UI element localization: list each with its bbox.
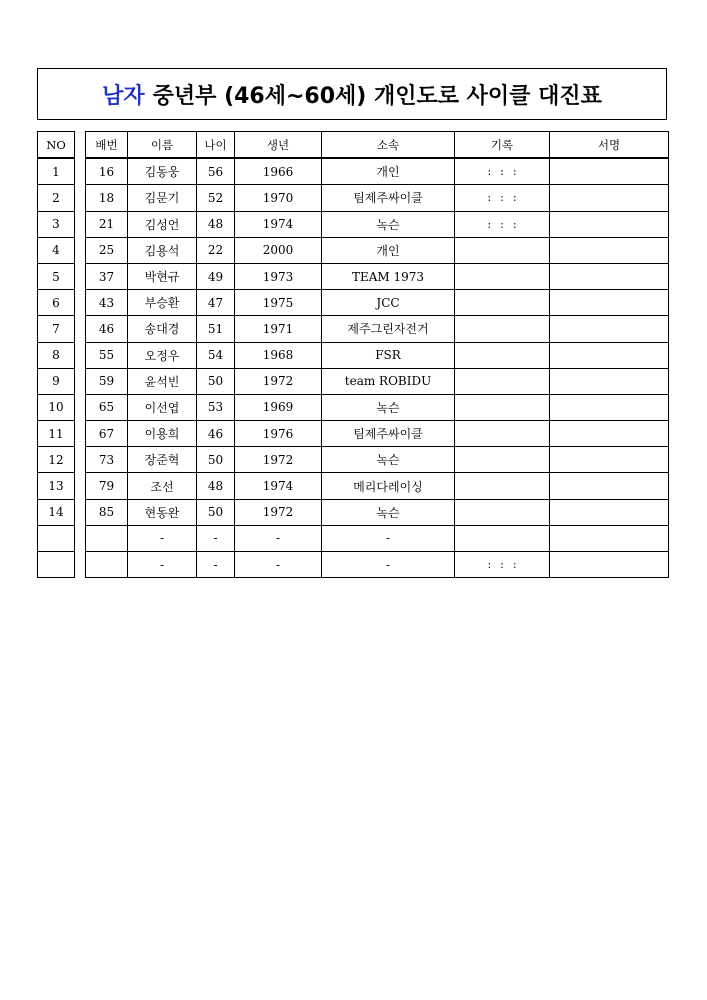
bib-cell [86,552,128,578]
name-cell: 김동웅 [128,158,197,185]
no-row [38,185,75,211]
table-row [86,394,669,420]
birth-year-cell: 1971 [235,316,322,342]
bib-cell: 79 [86,473,128,499]
team-cell: 녹슨 [322,499,455,525]
page-title [37,68,667,120]
bib-cell [86,525,128,551]
team-cell: JCC [322,290,455,316]
signature-cell[interactable] [550,447,669,473]
age-cell: 47 [197,290,235,316]
no-row [38,211,75,237]
no-row [38,342,75,368]
no-row [38,158,75,185]
no-row [38,394,75,420]
age-cell: 22 [197,237,235,263]
table-row [86,237,669,263]
birth-year-cell: 1972 [235,447,322,473]
no-row [38,368,75,394]
birth-year-cell: 1974 [235,473,322,499]
birth-year-cell: 1968 [235,342,322,368]
signature-cell[interactable] [550,499,669,525]
signature-cell[interactable] [550,473,669,499]
bib-cell: 18 [86,185,128,211]
table-row [86,263,669,289]
bracket-table-body [86,158,669,578]
record-cell: ::: [455,552,550,578]
header-signature: 서명 [550,132,669,159]
table-row [86,185,669,211]
no-row [38,473,75,499]
birth-year-cell: 1970 [235,185,322,211]
bracket-table [85,131,669,578]
team-cell: - [322,552,455,578]
table-row [86,525,669,551]
name-cell: 장준혁 [128,447,197,473]
no-column-body [38,158,75,578]
no-cell: 4 [38,237,75,263]
bib-cell: 73 [86,447,128,473]
no-cell: 7 [38,316,75,342]
age-cell: 50 [197,499,235,525]
signature-cell[interactable] [550,552,669,578]
record-cell [455,263,550,289]
age-cell: - [197,525,235,551]
team-cell: 녹슨 [322,211,455,237]
age-cell: 53 [197,394,235,420]
age-cell: 48 [197,211,235,237]
bib-cell: 59 [86,368,128,394]
no-cell [38,552,75,578]
table-row [86,290,669,316]
header-name: 이름 [128,132,197,159]
bib-cell: 43 [86,290,128,316]
no-row [38,525,75,551]
age-cell: 50 [197,447,235,473]
name-cell: 김용석 [128,237,197,263]
age-cell: 54 [197,342,235,368]
record-cell [455,290,550,316]
record-cell: ::: [455,185,550,211]
name-cell: 부승환 [128,290,197,316]
no-row [38,316,75,342]
table-row [86,447,669,473]
no-cell: 11 [38,421,75,447]
header-no: NO [38,132,75,159]
no-cell: 9 [38,368,75,394]
signature-cell[interactable] [550,290,669,316]
no-cell: 2 [38,185,75,211]
table-row [86,473,669,499]
no-cell: 13 [38,473,75,499]
bib-cell: 16 [86,158,128,185]
no-row [38,447,75,473]
birth-year-cell: 1974 [235,211,322,237]
age-cell: 46 [197,421,235,447]
record-cell [455,237,550,263]
birth-year-cell: 1972 [235,499,322,525]
name-cell: 현동완 [128,499,197,525]
bib-cell: 65 [86,394,128,420]
name-cell: 오정우 [128,342,197,368]
team-cell: - [322,525,455,551]
no-cell: 1 [38,158,75,185]
age-cell: 50 [197,368,235,394]
bib-cell: 25 [86,237,128,263]
header-age: 나이 [197,132,235,159]
signature-cell[interactable] [550,342,669,368]
record-cell [455,342,550,368]
age-cell: 48 [197,473,235,499]
no-row [38,263,75,289]
name-cell: 박현규 [128,263,197,289]
record-cell [455,473,550,499]
table-row [86,342,669,368]
record-cell [455,368,550,394]
team-cell: 녹슨 [322,394,455,420]
name-cell: 김문기 [128,185,197,211]
table-row [86,499,669,525]
name-cell: 이용희 [128,421,197,447]
birth-year-cell: 2000 [235,237,322,263]
birth-year-cell: 1972 [235,368,322,394]
name-cell: - [128,525,197,551]
record-cell [455,447,550,473]
table-row [86,211,669,237]
header-team: 소속 [322,132,455,159]
record-cell [455,499,550,525]
signature-cell[interactable] [550,185,669,211]
record-cell: ::: [455,211,550,237]
team-cell: FSR [322,342,455,368]
name-cell: 김성언 [128,211,197,237]
no-row [38,499,75,525]
age-cell: 49 [197,263,235,289]
no-cell: 8 [38,342,75,368]
signature-cell[interactable] [550,421,669,447]
record-cell [455,525,550,551]
no-row [38,421,75,447]
header-birth-year: 생년 [235,132,322,159]
signature-cell[interactable] [550,525,669,551]
team-cell: 팀제주싸이클 [322,185,455,211]
table-row [86,316,669,342]
team-cell: 개인 [322,237,455,263]
title-text: 중년부 (46세~60세) 개인도로 사이클 대진표 [152,83,602,109]
age-cell: 51 [197,316,235,342]
birth-year-cell: 1976 [235,421,322,447]
no-cell: 5 [38,263,75,289]
header-bib: 배번 [86,132,128,159]
team-cell: 제주그린자전거 [322,316,455,342]
team-cell: 메리다레이싱 [322,473,455,499]
birth-year-cell: 1973 [235,263,322,289]
signature-cell[interactable] [550,316,669,342]
signature-cell[interactable] [550,263,669,289]
birth-year-cell: 1969 [235,394,322,420]
table-row [86,158,669,185]
signature-cell[interactable] [550,158,669,185]
no-cell: 14 [38,499,75,525]
record-cell: ::: [455,158,550,185]
no-row [38,552,75,578]
signature-cell[interactable] [550,237,669,263]
no-column-table [37,131,75,578]
team-cell: 개인 [322,158,455,185]
header-record: 기록 [455,132,550,159]
bib-cell: 21 [86,211,128,237]
bib-cell: 46 [86,316,128,342]
age-cell: 52 [197,185,235,211]
no-cell: 6 [38,290,75,316]
bib-cell: 37 [86,263,128,289]
birth-year-cell: - [235,525,322,551]
birth-year-cell: - [235,552,322,578]
name-cell: 윤석빈 [128,368,197,394]
team-cell: TEAM 1973 [322,263,455,289]
name-cell: 송대경 [128,316,197,342]
bib-cell: 67 [86,421,128,447]
table-row [86,368,669,394]
record-cell [455,421,550,447]
team-cell: team ROBIDU [322,368,455,394]
team-cell: 녹슨 [322,447,455,473]
signature-cell[interactable] [550,368,669,394]
signature-cell[interactable] [550,394,669,420]
bib-cell: 85 [86,499,128,525]
signature-cell[interactable] [550,211,669,237]
age-cell: 56 [197,158,235,185]
no-row [38,290,75,316]
birth-year-cell: 1966 [235,158,322,185]
title-accent: 남자 [102,83,145,109]
name-cell: 조선 [128,473,197,499]
no-row [38,237,75,263]
bib-cell: 55 [86,342,128,368]
team-cell: 팀제주싸이클 [322,421,455,447]
no-cell [38,525,75,551]
no-cell: 10 [38,394,75,420]
record-cell [455,394,550,420]
name-cell: - [128,552,197,578]
no-cell: 12 [38,447,75,473]
record-cell [455,316,550,342]
table-row [86,421,669,447]
table-row [86,552,669,578]
age-cell: - [197,552,235,578]
name-cell: 이선엽 [128,394,197,420]
no-cell: 3 [38,211,75,237]
birth-year-cell: 1975 [235,290,322,316]
